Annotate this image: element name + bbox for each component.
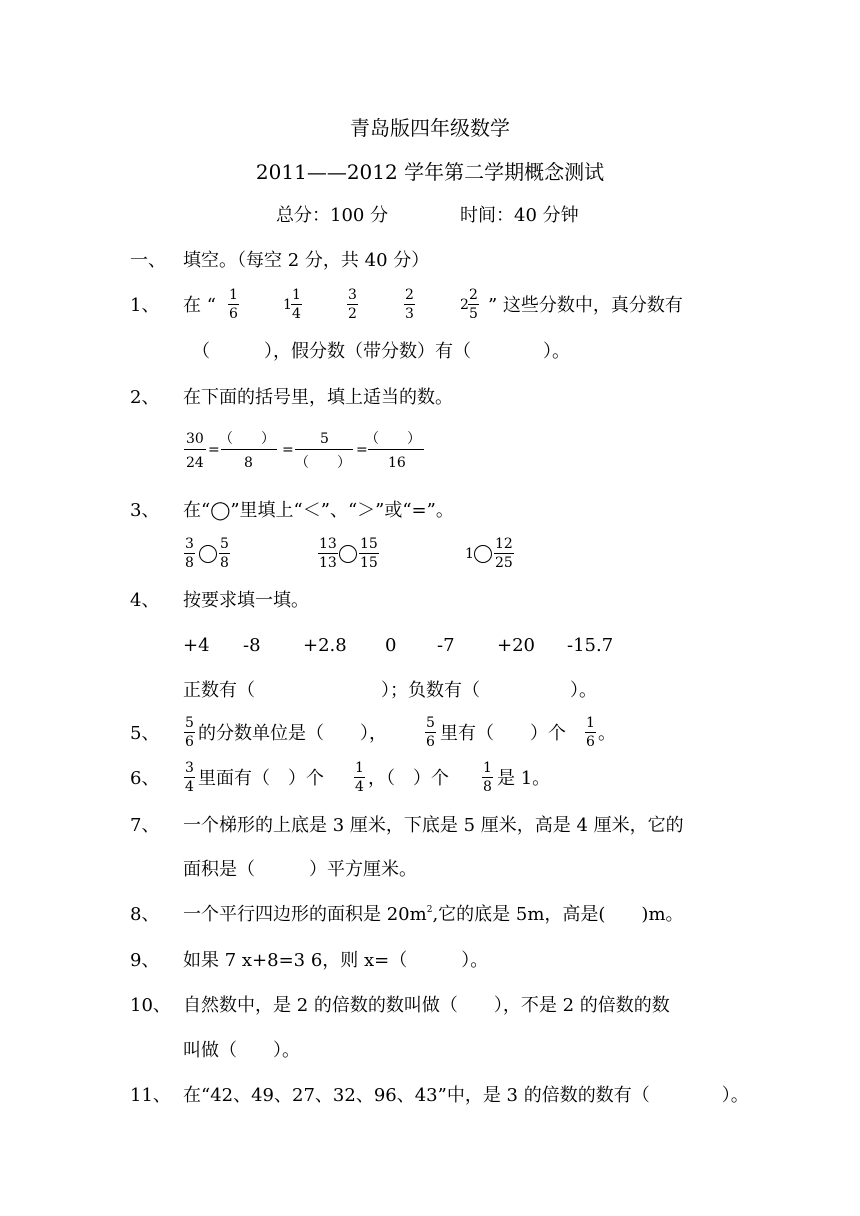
question-number: 9、 [130,950,160,971]
number-item: 0 [385,635,397,656]
compare-circle[interactable] [474,545,492,563]
number-item: -7 [437,635,455,656]
q3-fraction: $\frac{3}{8}$ [185,536,194,571]
q6-text: 里面有（ ）个 [198,768,324,789]
section-number: 一、 [130,250,166,271]
q1-whole: 2 [460,297,469,313]
fraction-bar [184,449,206,450]
q9-text: 如果 7 x+8=3 6，则 x=（ ）。 [183,950,489,971]
total-score: 总分：100 分 [276,205,389,226]
page-subtitle: 2011——2012 学年第二学期概念测试 [255,160,605,184]
eq-den: 16 [388,455,406,471]
q1-prefix: 在 “ [183,295,216,316]
q5-text: 的分数单位是（ ）， [198,723,387,744]
q5-text: 。 [598,723,616,744]
q4-answer-line: 正数有（ ）；负数有（ ）。 [183,680,597,701]
eq-den: （ ） [295,455,351,471]
question-number: 5、 [130,723,160,744]
q6-fraction: $\frac{3}{4}$ [185,760,194,795]
q3-text: 在“◯”里填上“＜”、“＞”或“=”。 [183,500,454,521]
q5-fraction: $\frac{5}{6}$ [185,715,194,750]
eq-den: 24 [186,455,204,471]
question-number: 11、 [130,1085,171,1106]
q6-text: 是 1。 [497,768,551,789]
q6-fraction: $\frac{1}{4}$ [355,760,364,795]
question-number: 8、 [130,904,160,925]
compare-circle[interactable] [339,545,357,563]
fraction-bar [295,449,353,450]
q7-text: 面积是（ ）平方厘米。 [183,859,417,880]
fraction-bar [368,449,424,450]
question-number: 4、 [130,590,160,611]
q6-fraction: $\frac{1}{8}$ [483,760,492,795]
q1-suffix: ” 这些分数中，真分数有 [488,295,683,316]
q3-fraction: $\frac{12}{25}$ [495,536,513,571]
page-title: 青岛版四年级数学 [350,116,510,140]
q2-text: 在下面的括号里，填上适当的数。 [183,387,453,408]
number-item: -8 [243,635,261,656]
eq-num: （ ） [219,431,275,447]
fraction-bar [221,449,277,450]
number-item: -15.7 [567,635,614,656]
q3-fraction: $\frac{13}{13}$ [319,536,337,571]
q3-fraction: $\frac{5}{8}$ [220,536,229,571]
eq-num: （ ） [365,431,421,447]
number-item: +4 [183,635,210,656]
number-item: +2.8 [303,635,347,656]
q5-fraction: $\frac{1}{6}$ [586,715,595,750]
number-item: +20 [497,635,535,656]
q4-text: 按要求填一填。 [183,590,309,611]
eq-den: 8 [244,455,253,471]
q1-fraction: $\frac{2}{3}$ [405,287,414,322]
question-number: 1、 [130,295,160,316]
compare-circle[interactable] [199,545,217,563]
q3-whole: 1 [465,546,474,562]
q1-fraction: $\frac{3}{2}$ [348,287,357,322]
q7-text: 一个梯形的上底是 3 厘米，下底是 5 厘米，高是 4 厘米，它的 [183,815,684,836]
section-heading: 填空。（每空 2 分，共 40 分） [183,250,430,271]
q1-answer-line: （ ），假分数（带分数）有（ ）。 [192,341,570,362]
question-number: 7、 [130,815,160,836]
q5-fraction: $\frac{5}{6}$ [426,715,435,750]
question-number: 6、 [130,768,160,789]
q1-whole: 1 [283,297,292,313]
q8-text: 一个平行四边形的面积是 $20m^2$,它的底是 5m，高是( )m。 [183,904,684,925]
time-limit: 时间：40 分钟 [460,205,579,226]
equals-sign: = [282,442,294,458]
q1-fraction: $\frac{1}{4}$ [292,287,301,322]
question-number: 3、 [130,500,160,521]
q1-fraction: $\frac{1}{6}$ [229,287,238,322]
equals-sign: = [356,442,368,458]
q6-text: ，（ ）个 [368,768,449,789]
eq-num: 5 [320,431,329,447]
q1-fraction: $\frac{2}{5}$ [469,287,478,322]
q5-text: 里有（ ）个 [440,723,566,744]
q10-text: 自然数中，是 2 的倍数的数叫做（ ），不是 2 的倍数的数 [183,995,670,1016]
q11-text: 在“42、49、27、32、96、43”中，是 3 的倍数的数有（ ）。 [183,1085,749,1106]
equals-sign: = [208,442,220,458]
q3-fraction: $\frac{15}{15}$ [360,536,378,571]
eq-num: 30 [186,431,204,447]
question-number: 2、 [130,387,160,408]
question-number: 10、 [130,995,171,1016]
q10-text: 叫做（ ）。 [183,1040,300,1061]
